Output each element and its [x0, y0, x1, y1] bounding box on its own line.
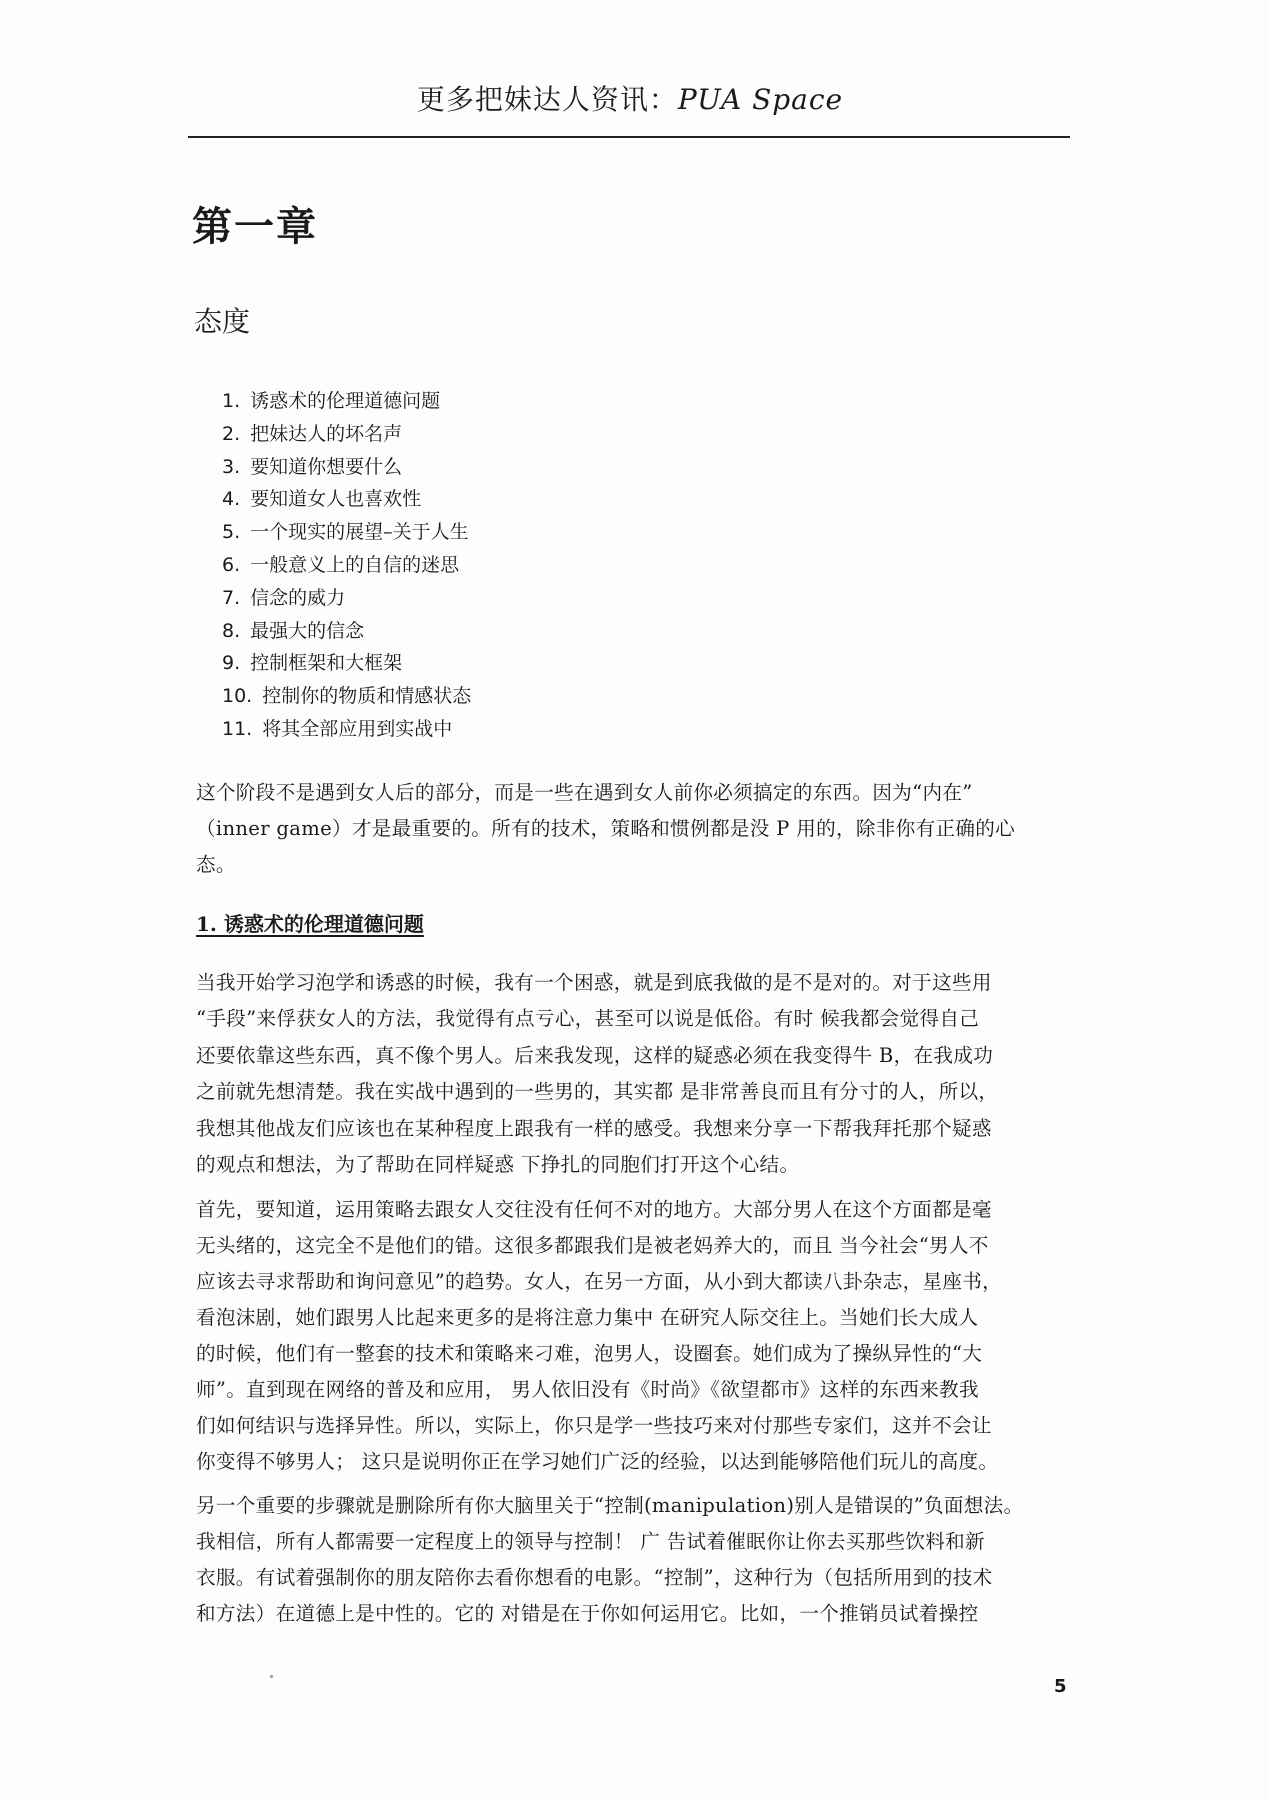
text-line: “手段”来俘获女人的方法，我觉得有点亏心，甚至可以说是低俗。有时 候我都会觉得自己	[196, 1007, 980, 1031]
toc-item	[222, 516, 471, 549]
text-line: 首先，要知道，运用策略去跟女人交往没有任何不对的地方。大部分男人在这个方面都是毫	[196, 1198, 992, 1221]
text-line: 我想其他战友们应该也在某种程度上跟我有一样的感受。我想来分享一下帮我拜托那个疑惑	[196, 1116, 992, 1140]
text-line: 的观点和想法，为了帮助在同样疑惑 下挣扎的同胞们打开这个心结。	[196, 1153, 800, 1177]
toc-item	[222, 713, 471, 746]
text-line: 们如何结识与选择异性。所以，实际上，你只是学一些技巧来对付那些专家们，这并不会让	[196, 1414, 992, 1437]
toc-item	[222, 385, 471, 418]
toc-item	[222, 680, 471, 713]
toc-item-text: 将其全部应用到实战中	[262, 717, 453, 740]
page-number: 5	[1054, 1676, 1067, 1697]
toc-item-number: 6.	[222, 553, 241, 576]
text-line: 还要依靠这些东西，真不像个男人。后来我发现，这样的疑惑必须在我变得牛 B，在我成功	[196, 1043, 994, 1067]
text-line: 看泡沫剧，她们跟男人比起来更多的是将注意力集中 在研究人际交往上。当她们长大成人	[196, 1306, 979, 1329]
text-line: 和方法）在道德上是中性的。它的 对错是在于你如何运用它。比如，一个推销员试着操控	[196, 1602, 979, 1625]
text-line: 衣服。有试着强制你的朋友陪你去看你想看的电影。“控制”，这种行为（包括所用到的技术	[196, 1566, 993, 1589]
toc-item-text: 控制你的物质和情感状态	[262, 685, 472, 708]
toc-item-text: 要知道女人也喜欢性	[250, 488, 422, 511]
intro-paragraph	[196, 775, 1074, 883]
toc-item-number: 11.	[222, 717, 253, 740]
toc-item-text: 要知道你想要什么	[250, 455, 403, 478]
toc-item-text: 诱惑术的伦理道德问题	[250, 390, 441, 412]
toc-item-number: 7.	[222, 586, 241, 609]
text-line: 你变得不够男人； 这只是说明你正在学习她们广泛的经验，以达到能够陪他们玩儿的高度。	[196, 1450, 999, 1473]
toc-item-text: 最强大的信念	[250, 619, 365, 642]
toc-item	[222, 418, 471, 451]
text-line: 的时候，他们有一整套的技术和策略来刁难，泡男人，设圈套。她们成为了操纵异性的“大	[196, 1342, 983, 1365]
toc-item	[222, 549, 471, 582]
text-line: （inner game）才是最重要的。所有的技术，策略和惯例都是没 P 用的，除非你有正确的心	[196, 817, 1016, 840]
subsection-title: 1. 诱惑术的伦理道德问题	[196, 912, 424, 936]
header-title: 更多把妹达人资讯：	[416, 83, 678, 116]
toc-item-number: 5.	[222, 521, 241, 544]
text-line: 之前就先想清楚。我在实战中遇到的一些男的，其实都 是非常善良而且有分寸的人，所以，	[196, 1080, 999, 1104]
toc-item-number: 1.	[222, 390, 241, 412]
header-brand: PUA Space	[677, 83, 844, 116]
toc-item	[222, 615, 471, 648]
toc-item-text: 把妹达人的坏名声	[250, 422, 403, 445]
toc-item	[222, 582, 471, 615]
header-divider	[188, 136, 1070, 138]
toc-item-number: 3.	[222, 455, 241, 478]
text-line: 这个阶段不是遇到女人后的部分，而是一些在遇到女人前你必须搞定的东西。因为“内在”	[196, 781, 973, 804]
toc-item-text: 信念的威力	[250, 586, 346, 609]
text-line: 另一个重要的步骤就是删除所有你大脑里关于“控制(manipulation)别人是错误的”负面想法。	[196, 1494, 1024, 1517]
text-line: 态。	[196, 853, 236, 876]
toc-item-text: 一般意义上的自信的迷思	[250, 553, 460, 576]
toc-item-number: 2.	[222, 422, 241, 445]
toc-item-text: 控制框架和大框架	[250, 652, 403, 675]
text-line: 应该去寻求帮助和询问意见”的趋势。女人，在另一方面，从小到大都读八卦杂志，星座书，	[196, 1270, 1003, 1293]
toc-item	[222, 483, 471, 516]
toc-item-number: 4.	[222, 488, 241, 511]
body-paragraph-2	[196, 1192, 1074, 1480]
body-paragraph-3	[196, 1488, 1074, 1632]
toc-item-number: 10.	[222, 685, 253, 708]
toc-item	[222, 451, 471, 484]
toc-item-text: 一个现实的展望–关于人生	[250, 521, 469, 544]
toc-item-number: 8.	[222, 619, 241, 642]
toc-item	[222, 647, 471, 680]
chapter-title: 第一章	[192, 203, 318, 250]
text-line: 师”。直到现在网络的普及和应用， 男人依旧没有《时尚》《欲望都市》这样的东西来教我	[196, 1378, 979, 1401]
text-line: 当我开始学习泡学和诱惑的时候，我有一个困惑，就是到底我做的是不是对的。对于这些用	[196, 971, 992, 994]
text-line: 我相信，所有人都需要一定程度上的领导与控制！ 广 告试着催眠你让你去买那些饮料和新	[196, 1530, 985, 1553]
scan-speck	[270, 1675, 273, 1678]
page-header	[190, 78, 1070, 118]
table-of-contents	[222, 385, 471, 746]
body-paragraph-1	[196, 965, 1074, 1183]
toc-item-number: 9.	[222, 652, 241, 675]
section-title: 态度	[194, 305, 251, 338]
text-line: 无头绪的，这完全不是他们的错。这很多都跟我们是被老妈养大的，而且 当今社会“男人不	[196, 1234, 989, 1257]
